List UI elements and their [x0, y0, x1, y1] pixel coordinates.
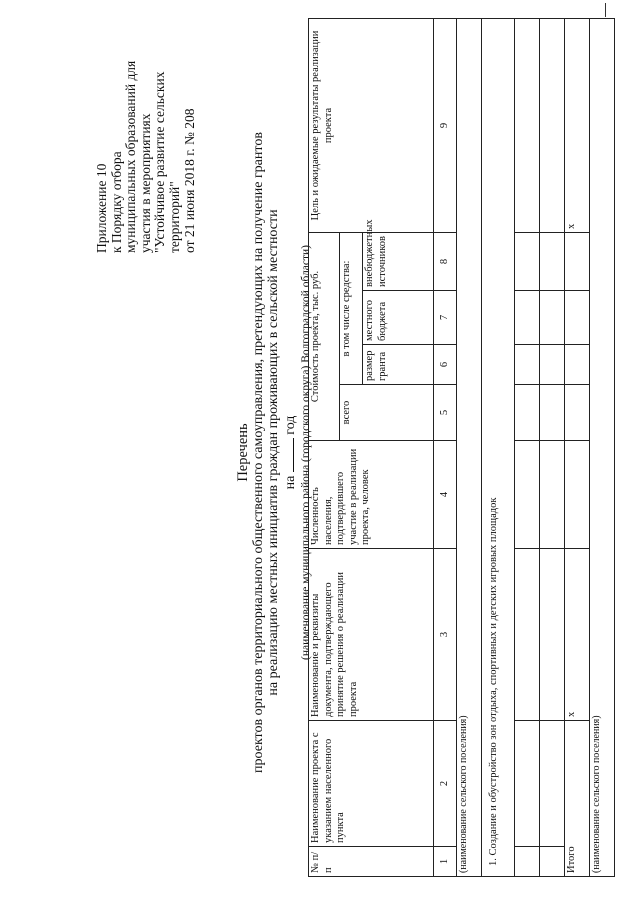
year-suffix: год	[283, 415, 298, 435]
column-number: 4	[434, 441, 457, 549]
title-heading: Перечень	[235, 423, 251, 482]
header-document: Наименование и реквизиты документа, подтверждающего принятие решения о реализации проекта	[309, 549, 434, 721]
document-title	[236, 0, 313, 905]
column-number: 9	[434, 19, 457, 233]
column-number: 5	[434, 385, 457, 441]
table-row	[515, 19, 540, 877]
x-mark: х	[565, 19, 590, 233]
header-population: Численность населения, подтвердившего участие в реализации проекта, человек	[309, 441, 434, 549]
column-number: 3	[434, 549, 457, 721]
column-number: 6	[434, 345, 457, 385]
header-including: в том числе средства:	[340, 233, 363, 385]
header-project-name: Наименование проекта с указанием населенного пункта	[309, 721, 434, 847]
column-number: 1	[434, 847, 457, 877]
title-line-2: на реализацию местных инициатив граждан проживающих в сельской местности	[266, 209, 281, 696]
section-heading: 1. Создание и обустройство зон отдыха, спортивных и детских игровых площадок	[482, 19, 515, 877]
total-label: Итого	[565, 721, 590, 877]
title-year-line	[281, 0, 298, 905]
header-grant: размер гранта	[363, 345, 434, 385]
title-line-1: проектов органов территориального общественного самоуправления, претендующих на получение грантов	[251, 132, 266, 773]
year-prefix: на	[283, 475, 298, 490]
header-cost: Стоимость проекта, тыс. руб.	[309, 233, 340, 441]
appendix-line: от 21 июня 2018 г. № 208	[181, 108, 197, 253]
header-local-budget: местного бюджета	[363, 291, 434, 345]
total-row	[565, 19, 590, 877]
margin-mark	[605, 3, 606, 17]
column-number: 2	[434, 721, 457, 847]
header-number: № п/п	[309, 847, 434, 877]
appendix-line: "Устойчивое развитие сельских	[152, 71, 168, 253]
appendix-line: к Порядку отбора	[108, 151, 124, 253]
appendix-line: территорий"	[166, 181, 182, 253]
header-goal: Цель и ожидаемые результаты реализации проекта	[309, 19, 434, 233]
settlement-caption: (наименование сельского поселения)	[590, 19, 615, 877]
appendix-line: участия в мероприятиях	[137, 113, 153, 253]
appendix-header	[95, 23, 197, 253]
projects-table	[308, 18, 615, 877]
table-row	[540, 19, 565, 877]
appendix-line: муниципальных образований для	[123, 60, 139, 253]
settlement-caption: (наименование сельского поселения)	[457, 19, 482, 877]
x-mark: х	[565, 549, 590, 721]
header-total: всего	[340, 385, 434, 441]
appendix-line: Приложение 10	[94, 163, 109, 253]
year-blank	[281, 438, 294, 472]
column-number: 8	[434, 233, 457, 291]
column-number: 7	[434, 291, 457, 345]
region-caption: (наименование муниципального района (городского округа) Волгоградской области)	[300, 245, 312, 660]
header-extra-budget: внебюджетных источников	[363, 233, 434, 291]
